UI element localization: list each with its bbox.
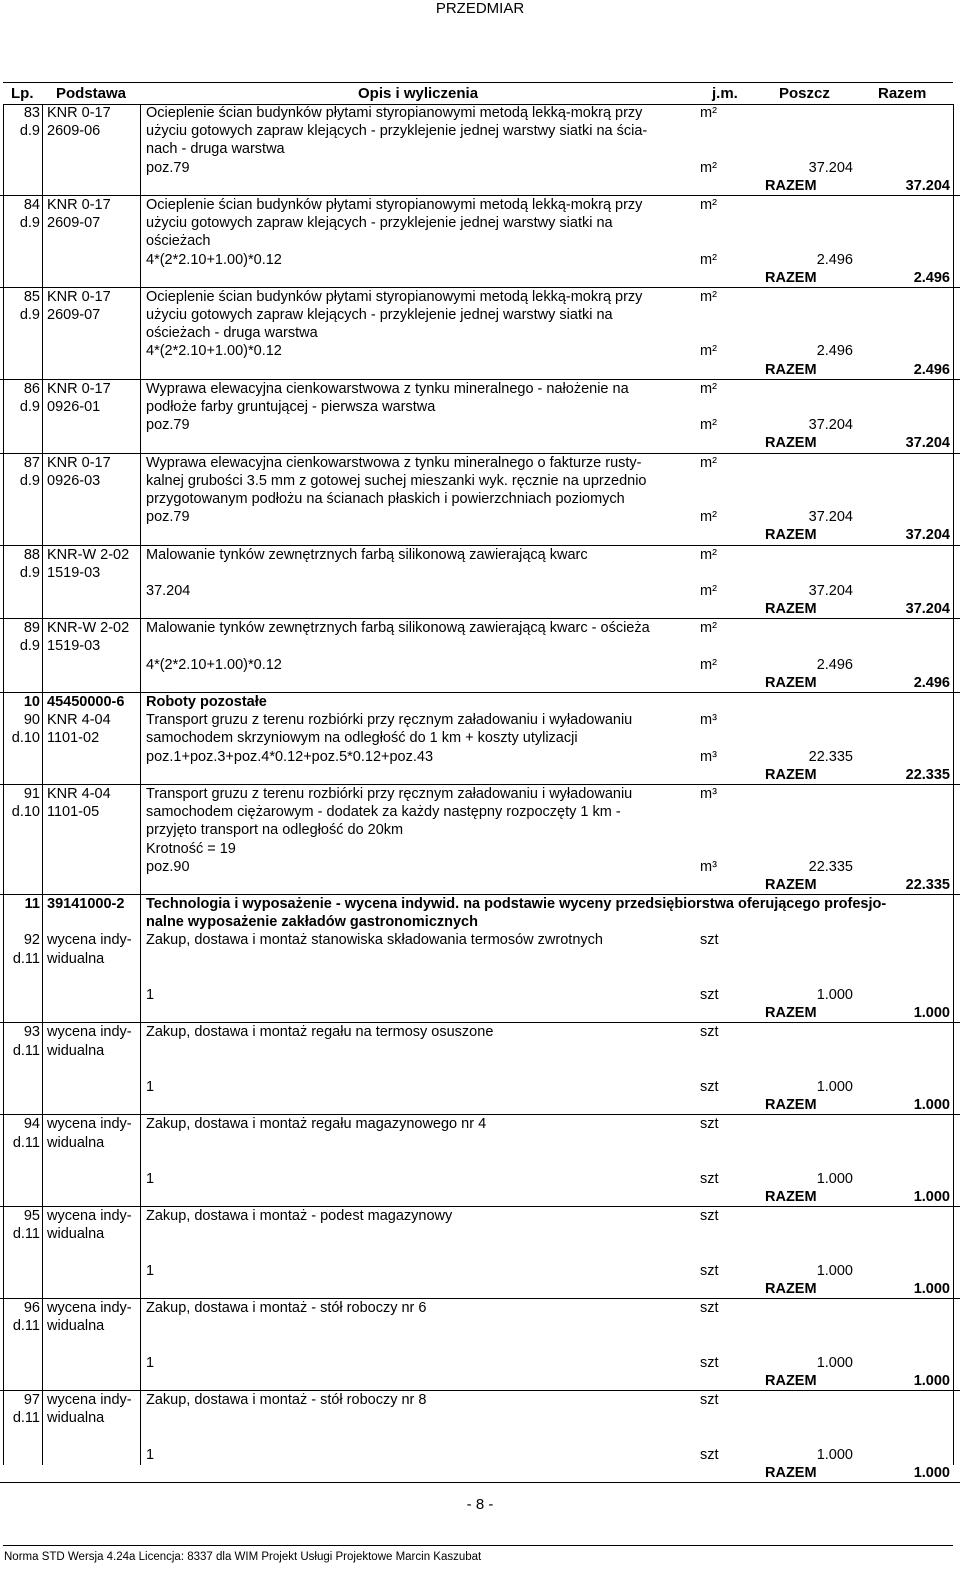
estimate-table [0,104,960,1483]
basis-code: KNR-W 2-02 [47,546,130,563]
item-section-ref: d.11 [12,950,40,967]
razem-label: RAZEM [765,1464,817,1481]
item-section-ref: d.9 [19,399,40,415]
table-line [0,785,960,803]
table-row [0,196,960,288]
section-code: 39141000-2 [47,896,125,913]
razem-label: RAZEM [765,1005,817,1022]
unit-of-measure: m³ [700,748,717,765]
unit-of-measure: szt [700,987,719,1003]
quantity: 1.000 [816,1446,853,1463]
table-line [0,968,960,986]
basis-code: wycena indy- [47,1392,132,1409]
calculation: poz.79 [146,417,190,434]
description-line: przygotowanym podłożu na ścianach płaskich i powierzchniach poziomych [146,490,625,507]
table-row [0,785,960,895]
basis-code: 0926-01 [47,399,101,415]
unit-of-measure: szt [700,1024,719,1041]
item-number: 88 [23,546,40,563]
table-line [0,306,960,324]
razem-label: RAZEM [765,766,817,783]
col-opis: Opis i wyliczenia [358,85,479,102]
table-line [0,1023,960,1041]
description-line: Wyprawa elewacyjna cienkowarstwowa z tynku mineralnego o fakturze rusty- [146,454,642,471]
table-line [0,361,960,379]
table-line [0,1280,960,1298]
table-header [0,84,960,104]
table-line [0,508,960,526]
table-line [0,1372,960,1390]
table-line [0,1409,960,1427]
col-razem: Razem [878,85,927,102]
description-line: użyciu gotowych zapraw klejących - przyklejenie jednej warstwy siatki na [146,307,613,324]
calculation: 37.204 [146,582,191,599]
razem-label: RAZEM [765,177,817,194]
section-code: 45450000-6 [47,694,125,710]
basis-code: KNR 0-17 [47,288,111,305]
description-line: użyciu gotowych zapraw klejących - przyklejenie jednej warstwy siatki na ścia- [146,123,648,140]
basis-code: 2609-06 [47,123,101,140]
section-row [0,693,960,711]
basis-code: KNR-W 2-02 [47,620,130,637]
basis-code: 1519-03 [47,564,101,581]
item-number: 96 [23,1300,40,1317]
table-line [0,104,960,122]
description-line: Zakup, dostawa i montaż - podest magazynowy [146,1208,453,1225]
item-number: 10 [23,694,40,710]
page-number: - 8 - [466,1496,494,1513]
unit-of-measure: szt [700,1300,719,1317]
quantity: 1.000 [816,1078,853,1095]
description-line: nach - druga warstwa [146,141,285,158]
section-title: Technologia i wyposażenie - wycena indywid. na podstawie wyceny przedsiębiorstwa oferującego profesjo- [146,896,887,913]
description-line: ościeżach - druga warstwa [146,325,318,342]
razem-label: RAZEM [765,1372,817,1389]
item-section-ref: d.10 [11,804,40,821]
unit-of-measure: m² [700,546,717,563]
unit-of-measure: szt [700,1208,719,1225]
table-line [0,232,960,250]
razem-total: 1.000 [913,1097,950,1114]
unit-of-measure: szt [700,1446,719,1463]
basis-code: 1101-05 [47,804,100,821]
razem-label: RAZEM [765,876,817,893]
description-line: samochodem ciężarowym - dodatek za każdy następny rozpoczęty 1 km - [146,804,621,821]
table-line [0,674,960,692]
table-line [0,288,960,306]
table-line [0,454,960,472]
table-row [0,546,960,620]
description-line: podłoże farby gruntującej - pierwsza warstwa [146,399,436,415]
razem-total: 1.000 [913,1281,950,1297]
table-line [0,140,960,158]
description-line: Krotność = 19 [146,840,236,857]
description-line: użyciu gotowych zapraw klejących - przyklejenie jednej warstwy siatki na [146,215,613,232]
table-row [0,931,960,1023]
basis-code: 1101-02 [47,730,100,747]
table-line [0,766,960,784]
unit-of-measure: m² [700,656,717,673]
unit-of-measure: m² [700,159,717,176]
table-line [0,986,960,1004]
table-row [0,1391,960,1483]
item-section-ref: d.9 [19,638,40,655]
col-poszcz: Poszcz [779,85,830,102]
calculation: 1 [146,1078,155,1095]
basis-code: 2609-07 [47,215,101,232]
basis-code: wycena indy- [47,932,132,949]
calculation: 1 [146,1262,155,1279]
item-number: 89 [23,620,40,637]
description-line: Malowanie tynków zewnętrznych farbą silikonową zawierającą kwarc [146,546,588,563]
quantity: 37.204 [808,509,853,526]
item-number: 86 [23,380,40,397]
table-line [0,564,960,582]
description-line: Transport gruzu z terenu rozbiórki przy ręcznym załadowaniu i wyładowaniu [146,712,633,729]
calculation: 1 [146,1354,155,1371]
unit-of-measure: szt [700,1262,719,1279]
table-line [0,526,960,544]
table-line [0,416,960,434]
footer-rule [3,1545,953,1546]
table-line [0,619,960,637]
table-row [0,288,960,380]
unit-of-measure: m³ [700,785,717,802]
basis-code: widualna [47,1042,105,1059]
item-section-ref: d.11 [12,1226,40,1243]
quantity: 2.496 [816,251,853,268]
item-number: 11 [24,896,40,913]
table-line [0,858,960,876]
description-line: Wyprawa elewacyjna cienkowarstwowa z tynku mineralnego - nałożenie na [146,380,629,397]
table-line [0,1060,960,1078]
basis-code: 1519-03 [47,638,101,655]
quantity: 1.000 [816,987,853,1003]
table-row [0,1207,960,1299]
item-section-ref: d.9 [19,215,40,232]
unit-of-measure: szt [700,1078,719,1095]
razem-label: RAZEM [765,435,817,452]
header-top-rule [3,82,953,83]
unit-of-measure: m² [700,582,717,599]
item-number: 97 [23,1392,40,1409]
basis-code: KNR 4-04 [47,785,111,802]
table-line [0,1262,960,1280]
calculation: poz.90 [146,858,190,875]
razem-label: RAZEM [765,1189,817,1206]
basis-code: widualna [47,1226,105,1243]
basis-code: KNR 0-17 [47,196,111,213]
basis-code: 0926-03 [47,472,101,489]
description-line: kalnej grubości 3.5 mm z gotowej suchej mieszanki wyk. ręcznie na uprzednio [146,472,647,489]
table-line [0,177,960,195]
razem-total: 2.496 [913,361,950,378]
description-line: Zakup, dostawa i montaż - stół roboczy nr 6 [146,1300,427,1317]
table-line [0,931,960,949]
unit-of-measure: m² [700,105,717,121]
table-line [0,840,960,858]
table-line [0,269,960,287]
item-section-ref: d.9 [19,472,40,489]
basis-code: widualna [47,1134,105,1151]
razem-total: 2.496 [913,269,950,286]
table-line [0,821,960,839]
item-section-ref: d.9 [19,123,40,140]
table-line [0,1152,960,1170]
table-line [0,1096,960,1114]
table-line [0,693,960,711]
table-line [0,490,960,508]
table-row [0,380,960,454]
razem-total: 22.335 [905,766,950,783]
col-lp: Lp. [11,85,34,102]
calculation: 4*(2*2.10+1.00)*0.12 [146,343,282,360]
calculation: poz.79 [146,159,190,176]
unit-of-measure: m³ [700,858,717,875]
item-number: 91 [23,785,40,802]
description-line: Ocieplenie ścian budynków płytami styropianowymi metodą lekką-mokrą przy [146,105,643,121]
table-line [0,656,960,674]
razem-total: 37.204 [905,601,950,618]
basis-code: wycena indy- [47,1208,132,1225]
quantity: 1.000 [816,1262,853,1279]
item-number: 95 [23,1208,40,1225]
description-line: Zakup, dostawa i montaż regału na termosy osuszone [146,1024,494,1041]
table-line [0,434,960,452]
calculation: 1 [146,1170,155,1187]
table-line [0,582,960,600]
table-line [0,748,960,766]
table-line [0,1170,960,1188]
unit-of-measure: m² [700,417,717,434]
item-section-ref: d.9 [19,564,40,581]
table-line [0,1464,960,1482]
item-number: 94 [23,1116,40,1133]
section-title-cont: nalne wyposażenie zakładów gastronomicznych [146,914,478,931]
item-section-ref: d.11 [12,1134,40,1151]
description-line: Ocieplenie ścian budynków płytami styropianowymi metodą lekką-mokrą przy [146,288,643,305]
table-line [0,729,960,747]
basis-code: widualna [47,1410,105,1427]
quantity: 1.000 [816,1170,853,1187]
table-line [0,1244,960,1262]
razem-total: 1.000 [913,1005,950,1022]
unit-of-measure: szt [700,1170,719,1187]
table-row [0,1023,960,1115]
item-number: 84 [23,196,40,213]
table-line [0,251,960,269]
table-row [0,711,960,785]
quantity: 37.204 [808,582,853,599]
table-line [0,1428,960,1446]
table-line [0,1317,960,1335]
table-line [0,1188,960,1206]
unit-of-measure: m² [700,343,717,360]
description-line: Zakup, dostawa i montaż - stół roboczy nr 8 [146,1392,427,1409]
razem-total: 1.000 [913,1464,950,1481]
table-line [0,1004,960,1022]
table-line [0,398,960,416]
razem-total: 37.204 [905,177,950,194]
basis-code: KNR 0-17 [47,454,111,471]
item-number: 85 [23,288,40,305]
razem-total: 37.204 [905,435,950,452]
table-line [0,159,960,177]
table-line [0,1336,960,1354]
description-line: Ocieplenie ścian budynków płytami styropianowymi metodą lekką-mokrą przy [146,196,643,213]
table-line [0,1391,960,1409]
table-line [0,196,960,214]
basis-code: widualna [47,1318,105,1335]
description-line: ościeżach [146,233,211,250]
section-title: Roboty pozostałe [146,694,267,710]
calculation: 4*(2*2.10+1.00)*0.12 [146,251,282,268]
razem-label: RAZEM [765,269,817,286]
table-row [0,619,960,693]
item-section-ref: d.11 [12,1042,40,1059]
table-line [0,122,960,140]
basis-code: widualna [47,950,105,967]
item-number: 92 [23,932,40,949]
quantity: 2.496 [816,656,853,673]
razem-label: RAZEM [765,674,817,691]
quantity: 22.335 [808,858,853,875]
unit-of-measure: szt [700,932,719,949]
razem-total: 22.335 [905,876,950,893]
razem-label: RAZEM [765,527,817,544]
table-line [0,214,960,232]
table-line [0,380,960,398]
unit-of-measure: szt [700,1392,719,1409]
table-line [0,342,960,360]
table-line [0,1354,960,1372]
table-line [0,600,960,618]
basis-code: KNR 0-17 [47,105,111,121]
basis-code: wycena indy- [47,1300,132,1317]
table-line [0,1078,960,1096]
description-line: Transport gruzu z terenu rozbiórki przy ręcznym załadowaniu i wyładowaniu [146,785,633,802]
razem-total: 1.000 [913,1189,950,1206]
item-number: 83 [23,105,40,121]
razem-total: 37.204 [905,527,950,544]
unit-of-measure: szt [700,1116,719,1133]
quantity: 22.335 [808,748,853,765]
table-line [0,803,960,821]
quantity: 37.204 [808,159,853,176]
table-row [0,454,960,546]
item-section-ref: d.10 [11,730,40,747]
razem-label: RAZEM [765,361,817,378]
item-number: 87 [23,454,40,471]
table-line [0,711,960,729]
item-section-ref: d.9 [19,307,40,324]
table-line [0,1134,960,1152]
item-number: 93 [23,1024,40,1041]
calculation: 1 [146,1446,155,1463]
footer-text: Norma STD Wersja 4.24a Licencja: 8337 dla WIM Projekt Usługi Projektowe Marcin Kaszubat [4,1551,482,1563]
basis-code: KNR 4-04 [47,712,111,729]
item-number: 90 [23,712,40,729]
item-section-ref: d.11 [12,1318,40,1335]
unit-of-measure: m² [700,196,717,213]
unit-of-measure: m² [700,454,717,471]
table-line [0,1446,960,1464]
table-line [0,1042,960,1060]
table-row [0,1115,960,1207]
razem-total: 1.000 [913,1372,950,1389]
razem-label: RAZEM [765,601,817,618]
basis-code: wycena indy- [47,1024,132,1041]
table-line [0,1225,960,1243]
basis-code: KNR 0-17 [47,380,111,397]
razem-total: 2.496 [913,674,950,691]
table-line [0,324,960,342]
table-row [0,1299,960,1391]
description-line: Malowanie tynków zewnętrznych farbą silikonową zawierającą kwarc - ościeża [146,620,650,637]
calculation: poz.79 [146,509,190,526]
col-podstawa: Podstawa [56,85,127,102]
description-line: samochodem skrzyniowym na odległość do 1 km + koszty utylizacji [146,730,578,747]
table-line [0,895,960,913]
razem-label: RAZEM [765,1097,817,1114]
table-line [0,1207,960,1225]
unit-of-measure: m² [700,509,717,526]
col-jm: j.m. [712,85,738,102]
table-line [0,472,960,490]
table-line [0,950,960,968]
razem-label: RAZEM [765,1281,817,1297]
unit-of-measure: m² [700,380,717,397]
calculation: 4*(2*2.10+1.00)*0.12 [146,656,282,673]
unit-of-measure: m² [700,288,717,305]
table-line [0,913,960,931]
table-line [0,1115,960,1133]
basis-code: wycena indy- [47,1116,132,1133]
description-line: przyjęto transport na odległość do 20km [146,822,404,839]
unit-of-measure: szt [700,1354,719,1371]
quantity: 37.204 [808,417,853,434]
description-line: Zakup, dostawa i montaż stanowiska składowania termosów zwrotnych [146,932,603,949]
table-line [0,876,960,894]
page-title: PRZEDMIAR [435,0,525,17]
section-row [0,895,960,931]
calculation: poz.1+poz.3+poz.4*0.12+poz.5*0.12+poz.43 [146,748,434,765]
unit-of-measure: m² [700,251,717,268]
item-section-ref: d.11 [12,1410,40,1427]
basis-code: 2609-07 [47,307,101,324]
table-row [0,104,960,196]
quantity: 1.000 [816,1354,853,1371]
table-line [0,637,960,655]
unit-of-measure: m³ [700,712,717,729]
unit-of-measure: m² [700,620,717,637]
calculation: 1 [146,987,155,1003]
description-line: Zakup, dostawa i montaż regału magazynowego nr 4 [146,1116,487,1133]
quantity: 2.496 [816,343,853,360]
table-line [0,1299,960,1317]
table-line [0,546,960,564]
